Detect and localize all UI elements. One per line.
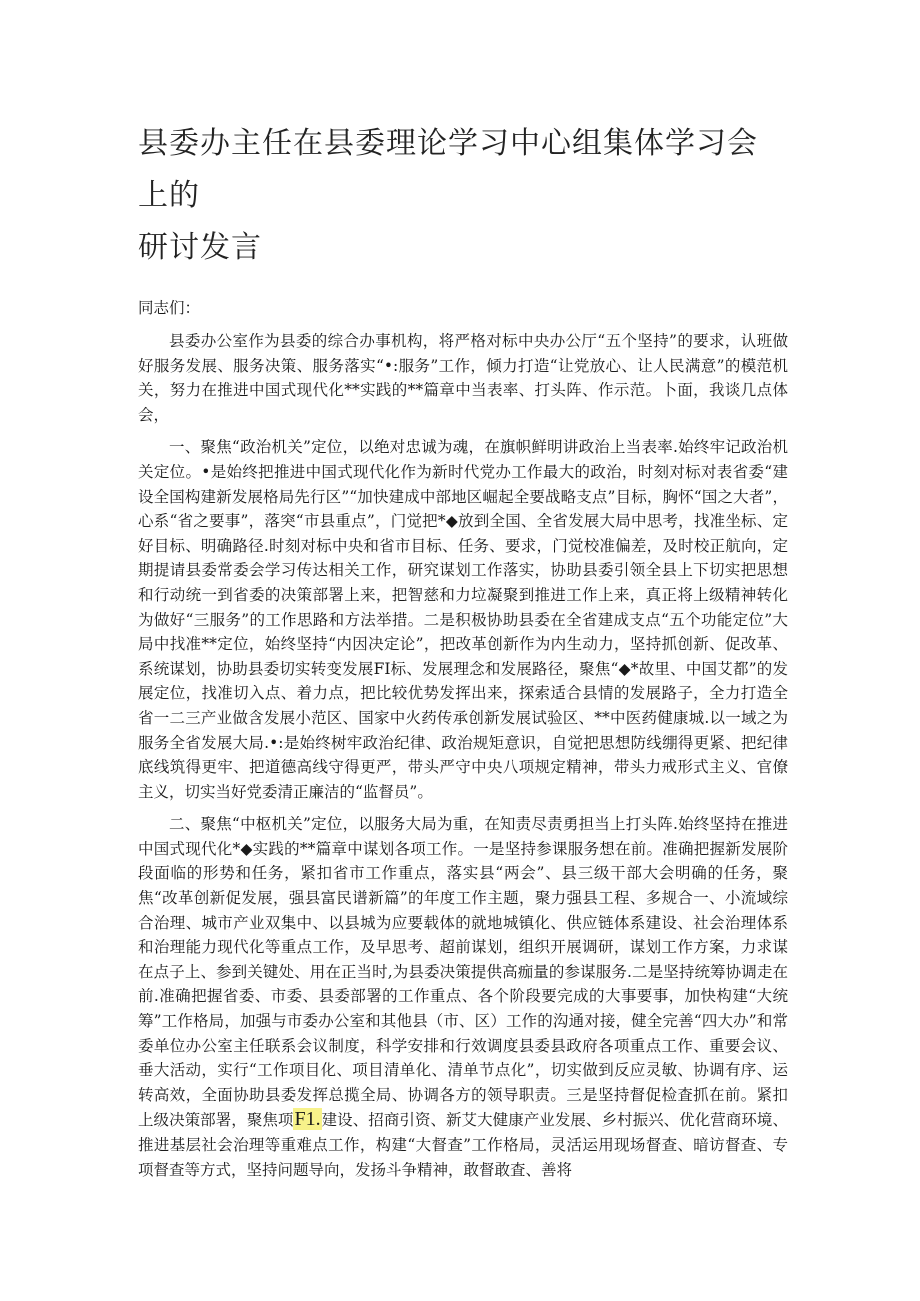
paragraph-section-two bbox=[138, 812, 788, 1182]
salutation: 同志们： bbox=[138, 299, 201, 317]
paragraph-section-two-text-a: 二、聚焦“中枢机关”定位，以服务大局为重，在知责尽责勇担当上打头阵.始终坚持在推进中国式现代化*◆实践的**篇章中谋划各项工作。一是坚持参课服务想在前。准确把握新发展阶段面临的形势和任务，紧扣省市工作重点，落实县“两会”、县三级干部大会明确的任务，聚焦“改革创新促发展，强县富民谱新篇”的年度工作主题，聚力强县工程、多规合一、小流域综合治理、城市产业双集中、以县城为应要载体的就地城镇化、供应链体系建设、社会治理体系和治理能力现代化等重点工作，及早思考、超前谋划，组织开展调研，谋划工作方案，力求谋在点子上、参到关键处、用在正当时,为县委决策提供高痂量的参谋服务.二是坚持统筹协调走在前.准确把握省委、市委、县委部署的工作重点、各个阶段要完成的大事要事，加快构建“大统筹”工作格局，加强与市委办公室和其他县（市、区）工作的沟通对接，健全完善“四大办”和常委单位办公室主任联系会议制度，科学安排和行效调度县委县政府各项重点工作、重要会议、垂大活动，实行“工作项目化、项目清单化、清单节点化”，切实做到反应灵敏、协调有序、运转高效，全面协助县委发挥总揽全局、协调各方的领导职责。三是坚持督促检査抓在前。紧扣上级决策部署，聚焦项 bbox=[138, 815, 788, 1130]
title-line-2: 研讨发言 bbox=[138, 230, 262, 265]
paragraph-section-one: 一、聚焦“政治机关”定位，以绝对忠诚为魂，在旗帜鲜明讲政治上当表率.始终牢记政治机关定位。•是始终把推进中国式现代化作为新时代党办工作最大的政治，时刻对标对表省委“建设全国构建新发展格局先行区”“加快建成中部地区崛起全要战略支点”目标，胸怀“国之大者”，心系“省之要事”，落突“市县重点”，门觉把*◆放到全国、全省发展大局中思考，找准坐标、定好目标、明确路径.时刻对标中央和省市目标、任务、要求，门觉校准偏差，及时校正航向，定期提请县委常委会学习传达相关工作，研究谋划工作落实，协助县委引领全县上下切实把思想和行动统一到省委的决策部署上来，把智慈和力垃凝聚到推进工作上来，真正将上级精神转化为做好“三服务”的工作思路和方法举措。二是积极协助县委在全省建成支点“五个功能定位”大局中找准**定位，始终坚持“内因决定论”，把改革创新作为内生动力，坚持抓创新、促改革、系统谋划，协助县委切实转变发展FI标、发展理念和发展路径，聚焦“◆*故里、中国艾都”的发展定位，找准切入点、着力点，把比较优势发挥出来，探索适合县情的发展路子，全力打造全省一二三产业做含发展小范区、国家中火药传承创新发展试验区、**中医药健康城.以一域之为服务全省发展大局.•:是始终树牢政治纪律、政治规矩意识，自觉把思想防线绷得更紧、把纪律底线筑得更牢、把道德高线守得更严，带头严守中央八项规定精神，带头力戒形式主义、官僚主义，切实当好党委清正廉洁的“监督员”。 bbox=[138, 438, 788, 801]
paragraph-section-two-text-b: 建设、招商引资、新艾大健康产业发展、乡村振兴、优化营商环境、推进基层社会治理等重难点工作，构建“大督查”工作格局，灵活运用现场督查、暗访督查、专项督查等方式，坚持问题导向，发扬斗争精神，敢督敢査、善将 bbox=[138, 1111, 788, 1179]
document-title bbox=[138, 118, 788, 274]
paragraph-intro: 县委办公室作为县委的综合办事机构，将严格对标中央办公厅“五个坚持”的要求，认班做好服务发展、服务决策、服务落实“•:服务”工作，倾力打造“让党放心、让人民满意”的模范机关，努力在推进中国式现代化**实践的**篇章中当表率、打头阵、作示范。卜面，我谈几点体会， bbox=[138, 332, 788, 424]
title-line-1: 县委办主任在县委理论学习中心组集体学习会上的 bbox=[138, 126, 758, 213]
document-page bbox=[138, 118, 788, 1190]
highlighted-text: F1. bbox=[294, 1108, 321, 1131]
